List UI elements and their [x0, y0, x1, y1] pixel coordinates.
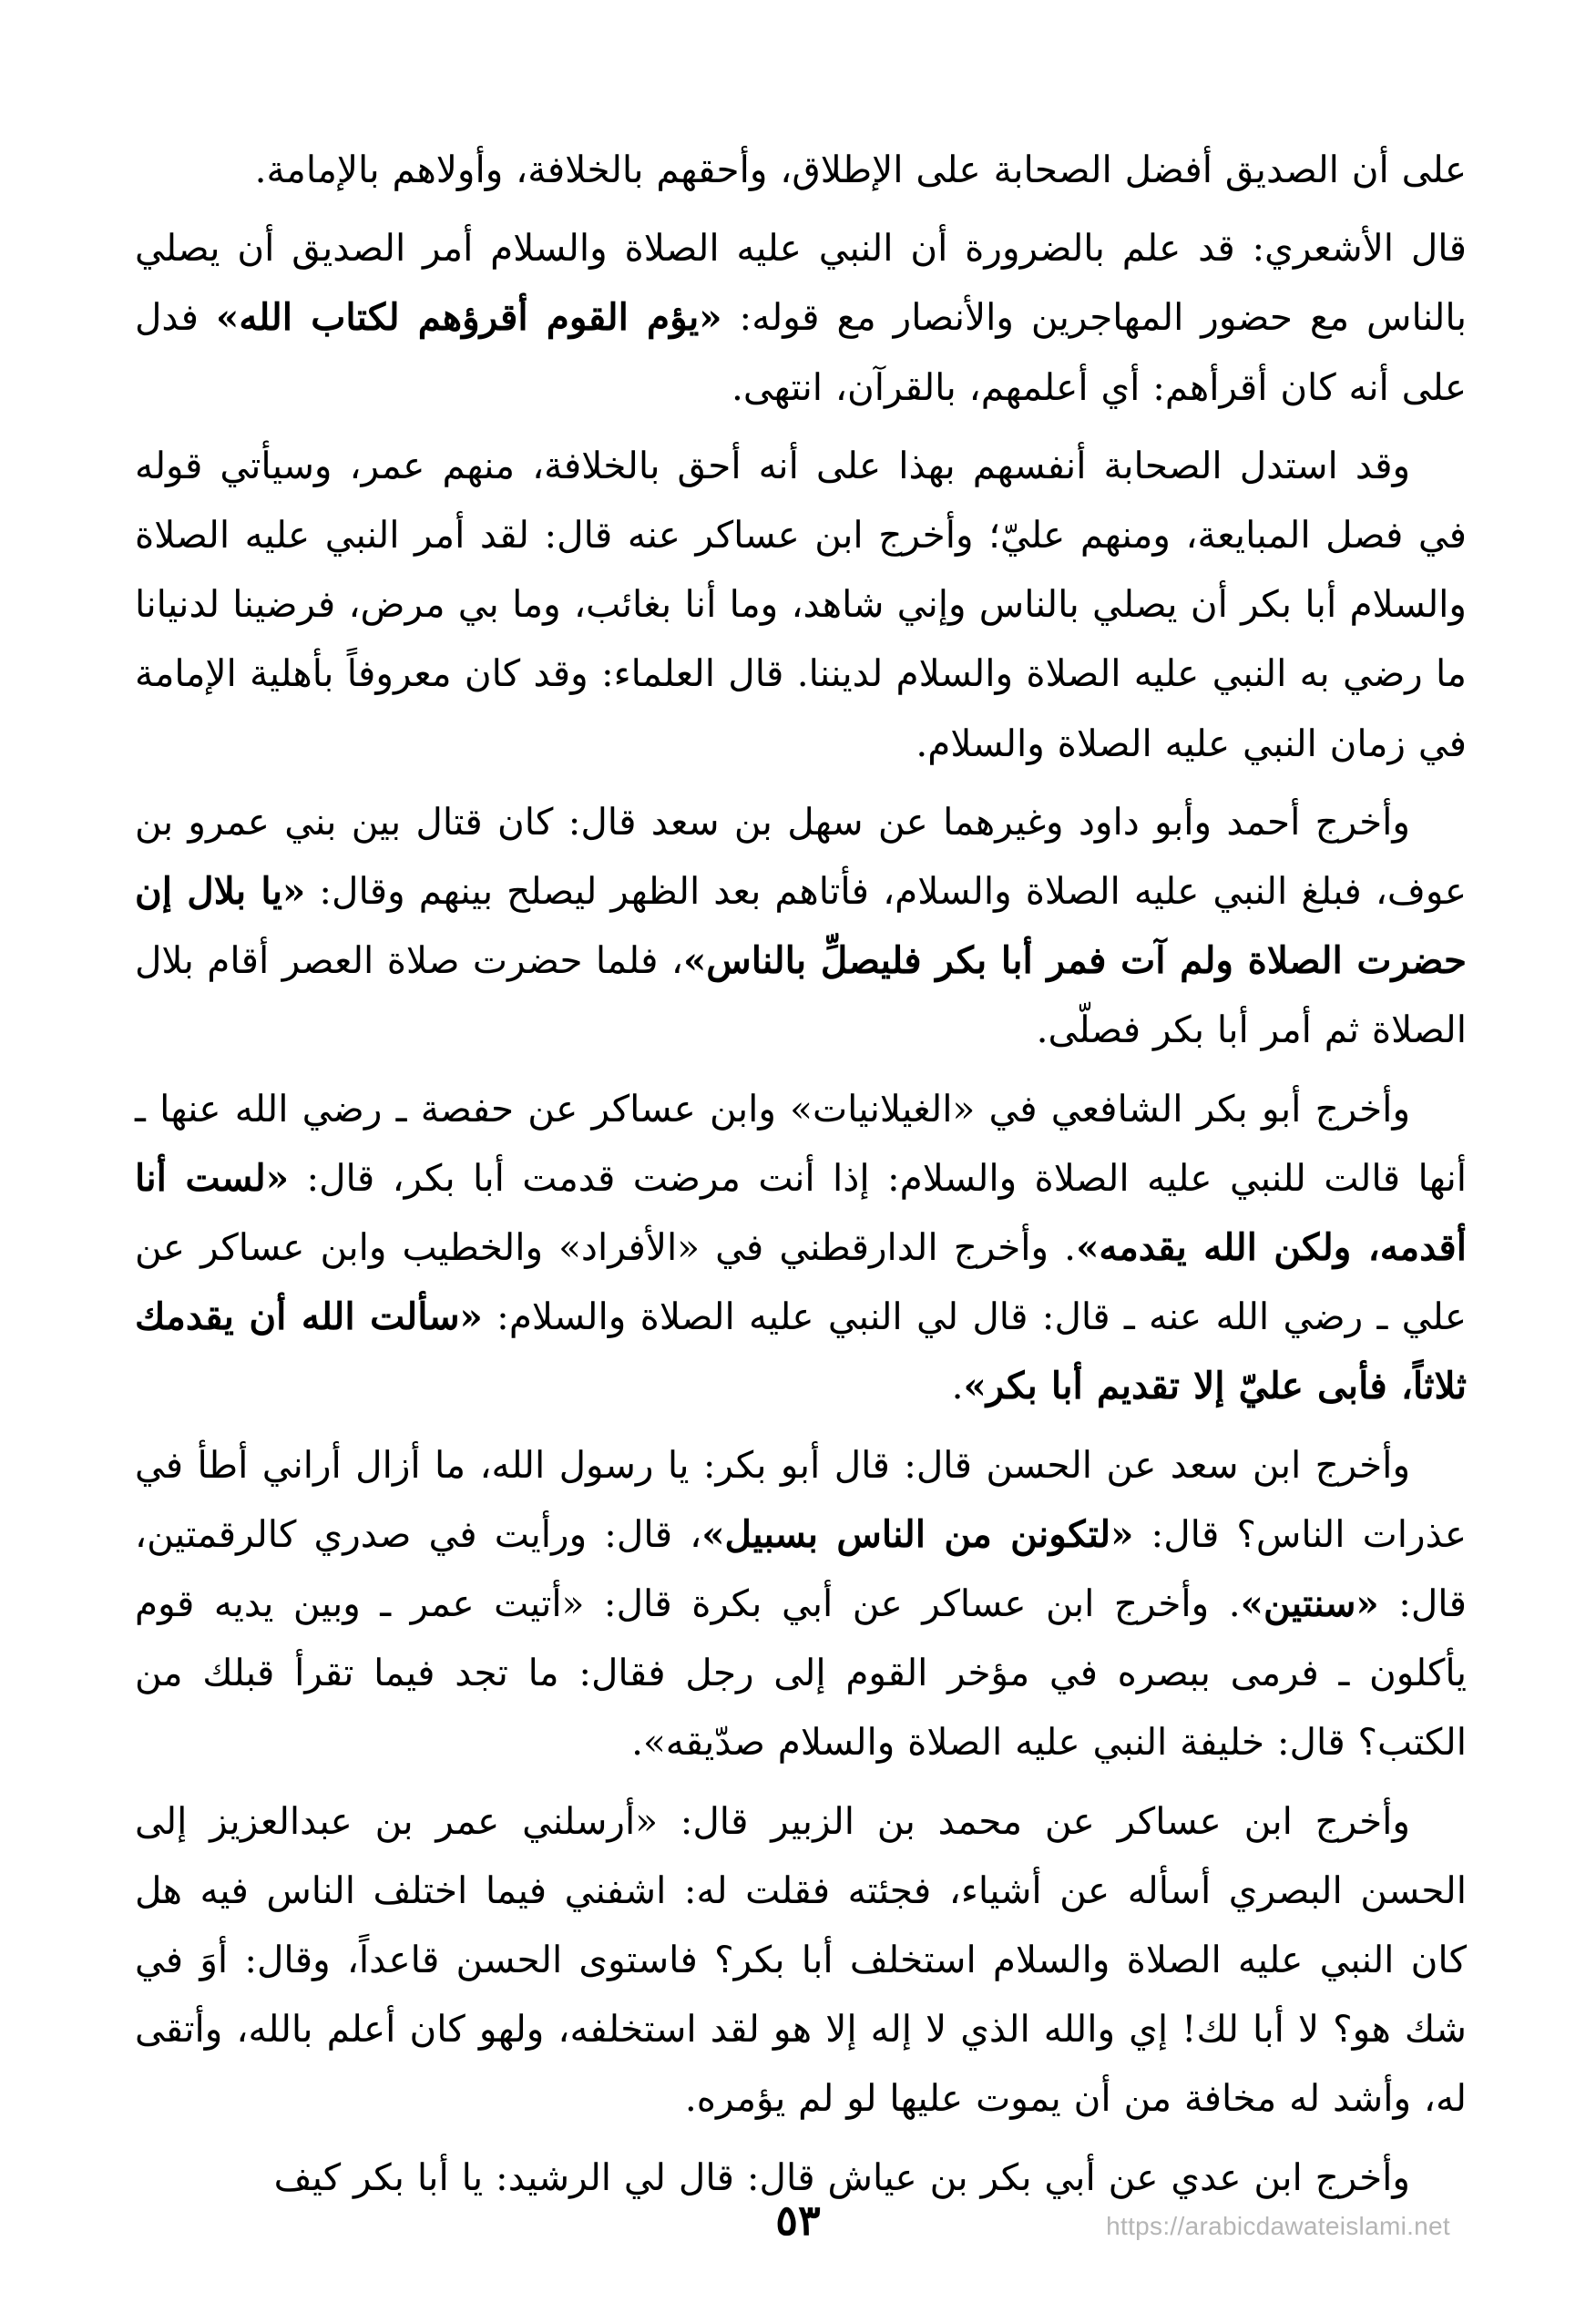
paragraph-text: . وأخرج الدارقطني في «الأفراد» والخطيب وابن عساكر عن علي ـ رضي الله عنه ـ قال: قال لي النبي عليه الصلاة والسلام: [135, 1225, 1467, 1339]
quoted-hadith: «سألت الله أن يقدمك ثلاثاً، فأبى عليّ إلا تقديم أبا بكر» [135, 1295, 1467, 1408]
paragraph-text: . وأخرج ابن عساكر عن أبي بكرة قال: «أتيت عمر ـ وبين يديه قوم يأكلون ـ فرمى ببصره في مؤخر القوم إلى رجل فقال: ما تجد فيما تقرأ قبلك من الكتب؟ قال: خليفة النبي عليه الصلاة والسلام صدّيقه». [135, 1581, 1467, 1765]
paragraph-text: . [951, 1364, 964, 1408]
paragraph [135, 787, 1467, 1065]
paragraph-text: وأخرج ابن عدي عن أبي بكر بن عياش قال: قال لي الرشيد: يا أبا بكر كيف [273, 2154, 1410, 2199]
paragraph [135, 1074, 1467, 1421]
quoted-hadith: «لتكونن من الناس بسبيل» [701, 1511, 1134, 1556]
paragraph [135, 213, 1467, 422]
quoted-hadith: «يؤم القوم أقرؤهم لكتاب الله» [216, 295, 722, 340]
quoted-hadith: «يا بلال إن حضرت الصلاة ولم آت فمر أبا بكر فليصلِّ بالناس» [135, 869, 1467, 983]
paragraph-text: وأخرج ابن عساكر عن محمد بن الزبير قال: «أرسلني عمر بن عبدالعزيز إلى الحسن البصري أسأله عن أشياء، فجئته فقلت له: اشفني فيما اختلف الناس فيه هل كان النبي عليه الصلاة والسلام استخلف أبا بكر؟ فاستوى الحسن قاعداً، وقال: أوَ في شك هو؟ لا أبا لك! إي والله الذي لا إله إلا هو لقد استخلفه، ولهو كان أعلم بالله، وأتقى له، وأشد له مخافة من أن يموت عليها لو لم يؤمره. [135, 1798, 1467, 2121]
paragraph [135, 1430, 1467, 1777]
paragraph-text: وقد استدل الصحابة أنفسهم بهذا على أنه أحق بالخلافة، منهم عمر، وسيأتي قوله في فصل المبايعة، ومنهم عليّ؛ وأخرج ابن عساكر عنه قال: لقد أمر النبي عليه الصلاة والسلام أبا بكر أن يصلي بالناس وإني شاهد، وما أنا بغائب، وما بي مرض، فرضينا لدنيانا ما رضي به النبي عليه الصلاة والسلام لديننا. قال العلماء: وقد كان معروفاً بأهلية الإمامة في زمان النبي عليه الصلاة والسلام. [135, 443, 1467, 765]
paragraph-text: قال الأشعري: قد علم بالضرورة أن النبي عليه الصلاة والسلام أمر الصديق أن يصلي بالناس مع حضور المهاجرين والأنصار مع قوله: [135, 226, 1467, 340]
paragraph-text: ، فلما حضرت صلاة العصر أقام بلال الصلاة ثم أمر أبا بكر فصلّى. [135, 938, 1467, 1052]
paragraph [135, 135, 1467, 204]
paragraph [135, 1786, 1467, 2134]
paragraph-text: وأخرج أحمد وأبو داود وغيرهما عن سهل بن سعد قال: كان قتال بين بني عمرو بن عوف، فبلغ النبي عليه الصلاة والسلام، فأتاهم بعد الظهر ليصلح بينهم وقال: [135, 799, 1467, 914]
paragraph-text: وأخرج أبو بكر الشافعي في «الغيلانيات» وابن عساكر عن حفصة ـ رضي الله عنها ـ أنها قالت للنبي عليه الصلاة والسلام: إذا أنت مرضت قدمت أبا بكر، قال: [135, 1086, 1468, 1200]
text-column [135, 135, 1467, 2212]
paragraph-text: ، قال: ورأيت في صدري كالرقمتين، قال: [135, 1511, 1467, 1626]
page-body [135, 135, 1468, 2199]
paragraph [135, 431, 1467, 778]
paragraph-text: فدل على أنه كان أقرأهم: أي أعلمهم، بالقرآن، انتهى. [135, 295, 1467, 409]
quoted-hadith: «لست أنا أقدمه، ولكن الله يقدمه» [135, 1155, 1467, 1270]
page-number: ٥٣ [775, 2195, 821, 2245]
watermark-url: https://arabicdawateislami.net [1106, 2212, 1450, 2240]
paragraph-text: وأخرج ابن سعد عن الحسن قال: قال أبو بكر: يا رسول الله، ما أزال أراني أطأ في عذرات الناس؟ قال: [135, 1442, 1467, 1556]
quoted-hadith: «سنتين» [1240, 1581, 1379, 1626]
paragraph-text: على أن الصديق أفضل الصحابة على الإطلاق، وأحقهم بالخلافة، وأولاهم بالإمامة. [254, 148, 1467, 191]
